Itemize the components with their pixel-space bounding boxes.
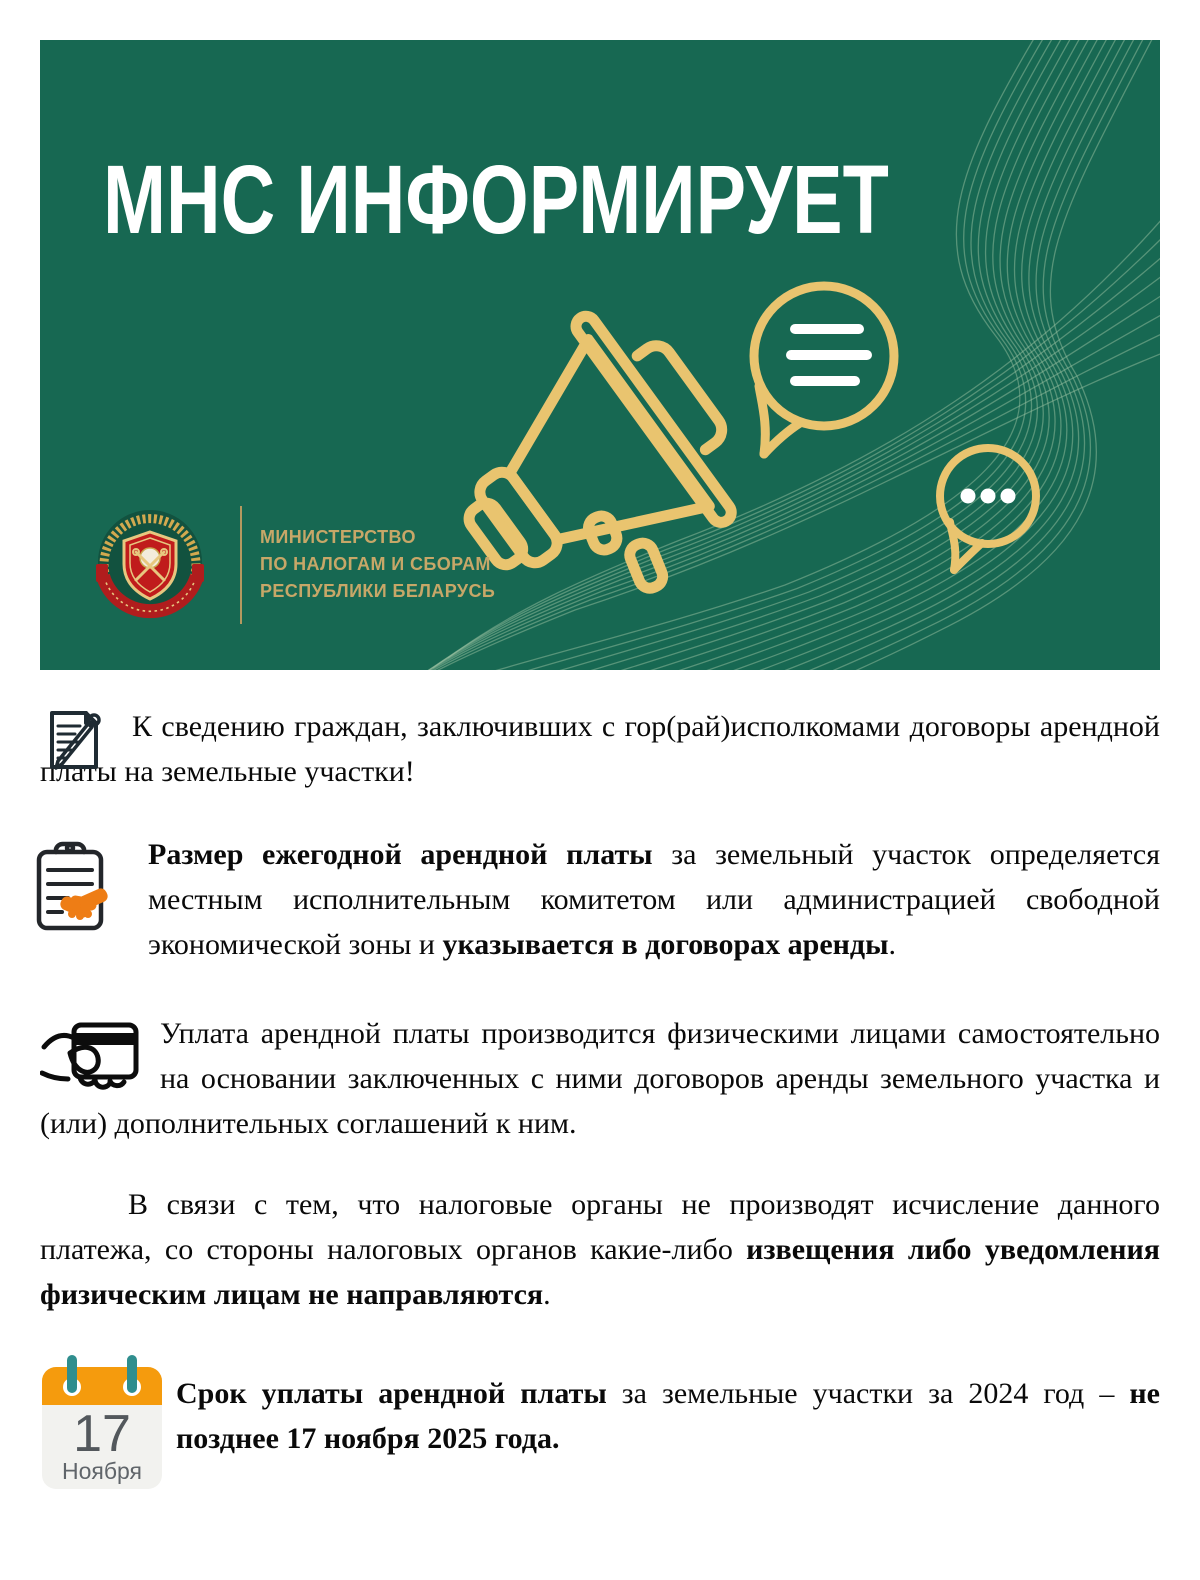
calendar-icon [40,1353,164,1506]
speech-bubble-lines-icon [732,272,912,469]
ministry-name-line2: ПО НАЛОГАМ И СБОРАМ [260,554,491,574]
annual-rent-paragraph [40,832,1160,967]
ministry-name [260,524,495,605]
paragraph-text: Размер ежегодной арендной платы за земельный участок определяется местным исполнительным комитетом или администрацией свободной экономической зоны и указывается в договорах аренды. [148,838,1160,961]
paragraph-text: Уплата арендной платы производится физическими лицами самостоятельно на основании заключенных с ними договоров аренды земельного участка и (или) дополнительных соглашений к ним. [40,1017,1160,1140]
ministry-emblem [94,506,206,629]
speech-bubble-dots-icon [926,440,1048,587]
ministry-name-line3: РЕСПУБЛИКИ БЕЛАРУСЬ [260,581,496,601]
banner-title: МНС ИНФОРМИРУЕТ [103,145,889,254]
deadline-paragraph [40,1361,1160,1501]
header-banner [40,40,1160,670]
payment-paragraph [40,1011,1160,1146]
no-notice-paragraph [40,1182,1160,1317]
paragraph-text: Срок уплаты арендной платы за земельные участки за 2024 год – не позднее 17 ноября 2025 года. [176,1377,1160,1455]
paragraph-text: В связи с тем, что налоговые органы не производят исчисление данного платежа, со стороны налоговых органов какие-либо извещения либо уведомления физическим лицам не направляются. [40,1188,1160,1311]
memo-pencil-icon [42,708,104,785]
paragraph-text: К сведению граждан, заключивших с гор(рай)исполкомами договоры арендной платы на земельные участки! [40,710,1160,788]
logo-separator [240,506,242,624]
calendar-day: 17 [73,1405,131,1463]
body-text [40,670,1160,1501]
intro-paragraph [40,704,1160,794]
clipboard-handshake-icon [32,838,114,947]
card-in-hand-icon [40,1017,142,1097]
ministry-name-line1: МИНИСТЕРСТВО [260,527,416,547]
calendar-month: Ноября [61,1458,143,1484]
